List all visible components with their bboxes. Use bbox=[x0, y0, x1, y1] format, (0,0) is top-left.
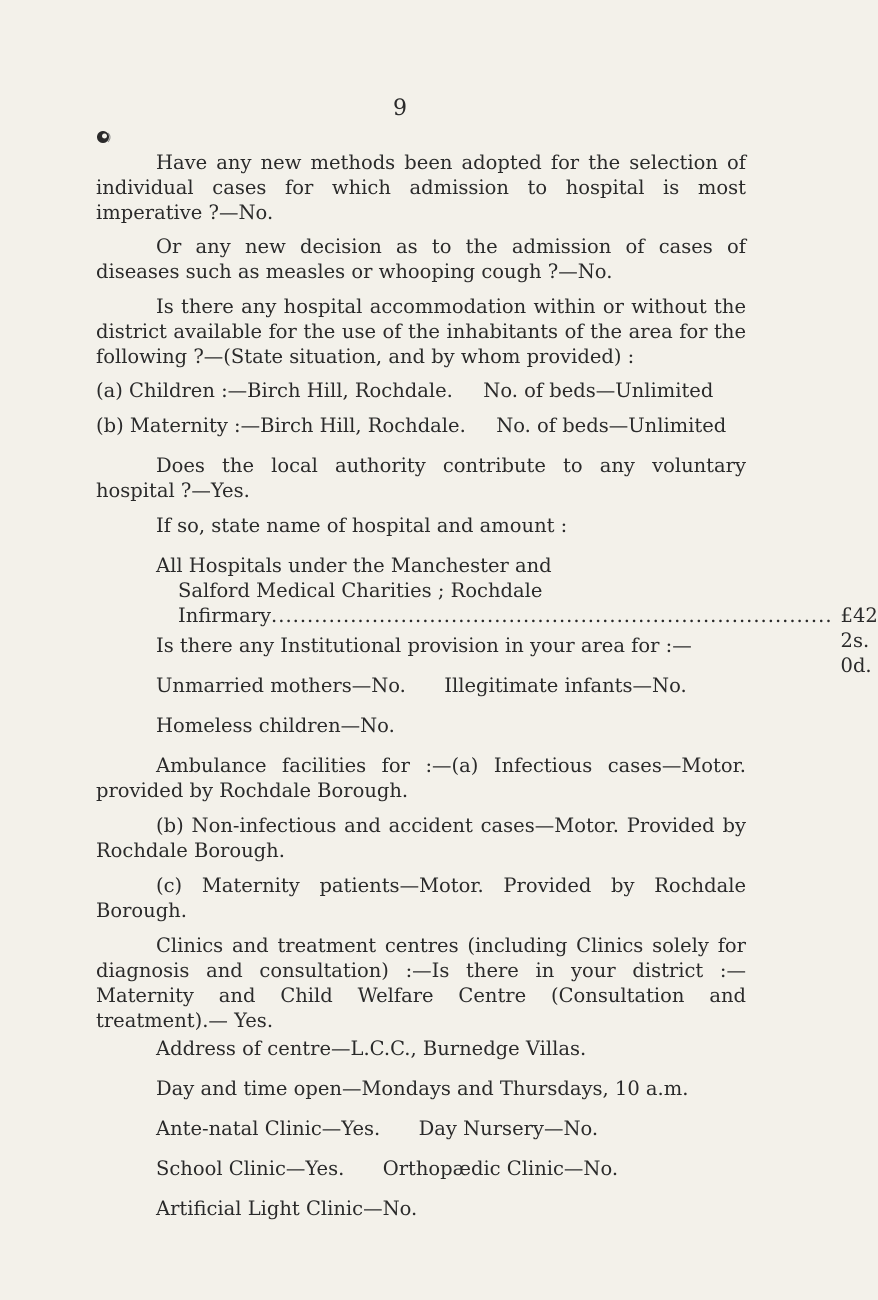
maternity-beds: No. of beds—Unlimited bbox=[496, 414, 727, 437]
page-number: 9 bbox=[393, 96, 407, 121]
question-institutional: Is there any Institutional provision in your area for :— bbox=[156, 634, 692, 657]
centre-address: Address of centre—L.C.C., Burnedge Villas. bbox=[156, 1037, 587, 1060]
hospital-line-3: Infirmary bbox=[178, 604, 272, 627]
accommodation-maternity bbox=[96, 413, 746, 438]
question-selection: Have any new methods been adopted for the selection of individual cases for which admission to hospital is most imperative ?—No. bbox=[96, 151, 746, 224]
accommodation-children bbox=[96, 378, 746, 403]
clinic-row-2 bbox=[156, 1156, 806, 1181]
question-voluntary: Does the local authority contribute to any voluntary hospital ?—Yes. bbox=[96, 454, 746, 502]
question-clinics: Clinics and treatment centres (including Clinics solely for diagnosis and consultation) :—Is there in your district :—Maternity and Child Welfare Centre (Consultation and treatment).— Yes. bbox=[96, 934, 746, 1032]
question-accommodation: Is there any hospital accommodation within or without the district available for the use of the inhabitants of the area for the following ?—(State situation, and by whom provided) : bbox=[96, 295, 746, 368]
hospital-amount: £42 2s. 0d. bbox=[840, 604, 878, 677]
hospital-line-1: All Hospitals under the Manchester and bbox=[156, 554, 552, 577]
maternity-patients-text: Maternity patients—Motor. Provided by Rochdale Borough. bbox=[96, 874, 746, 922]
hospital-entry bbox=[156, 553, 878, 678]
orthopaedic-clinic: Orthopædic Clinic—No. bbox=[382, 1157, 619, 1180]
item-label-b: (b) bbox=[96, 414, 124, 437]
item-label-amb-c: (c) bbox=[156, 874, 183, 897]
maternity-text: Maternity :—Birch Hill, Rochdale. bbox=[129, 414, 466, 437]
item-label-a: (a) bbox=[96, 379, 123, 402]
unmarried-mothers: Unmarried mothers—No. bbox=[156, 674, 406, 697]
day-time-open: Day and time open—Mondays and Thursdays, 10 a.m. bbox=[156, 1077, 689, 1100]
artificial-light-clinic: Artificial Light Clinic—No. bbox=[156, 1197, 418, 1220]
children-text: Children :—Birch Hill, Rochdale. bbox=[129, 379, 453, 402]
question-hospital-name: If so, state name of hospital and amount : bbox=[156, 514, 568, 537]
dot-leader: .............................................................................. bbox=[271, 604, 833, 627]
item-label-amb-b: (b) bbox=[156, 814, 184, 837]
antenatal-clinic: Ante-natal Clinic—Yes. bbox=[156, 1117, 381, 1140]
ambulance-maternity bbox=[96, 873, 746, 923]
bullet-mark-icon bbox=[95, 128, 113, 146]
non-infectious-text: Non-infectious and accident cases—Motor. Provided by Rochdale Borough. bbox=[96, 814, 746, 862]
ambulance-infectious: Ambulance facilities for :—(a) Infectious cases—Motor. provided by Rochdale Borough. bbox=[96, 754, 746, 802]
ambulance-non-infectious bbox=[96, 813, 746, 863]
clinic-row-1 bbox=[156, 1116, 806, 1141]
hospital-line-2: Salford Medical Charities ; Rochdale bbox=[178, 579, 543, 602]
children-beds: No. of beds—Unlimited bbox=[483, 379, 714, 402]
institutional-row-1 bbox=[156, 673, 806, 698]
homeless-children: Homeless children—No. bbox=[156, 714, 395, 737]
question-decision: Or any new decision as to the admission of cases of diseases such as measles or whooping cough ?—No. bbox=[96, 235, 746, 283]
day-nursery: Day Nursery—No. bbox=[418, 1117, 599, 1140]
school-clinic: School Clinic—Yes. bbox=[156, 1157, 345, 1180]
illegitimate-infants: Illegitimate infants—No. bbox=[444, 674, 687, 697]
